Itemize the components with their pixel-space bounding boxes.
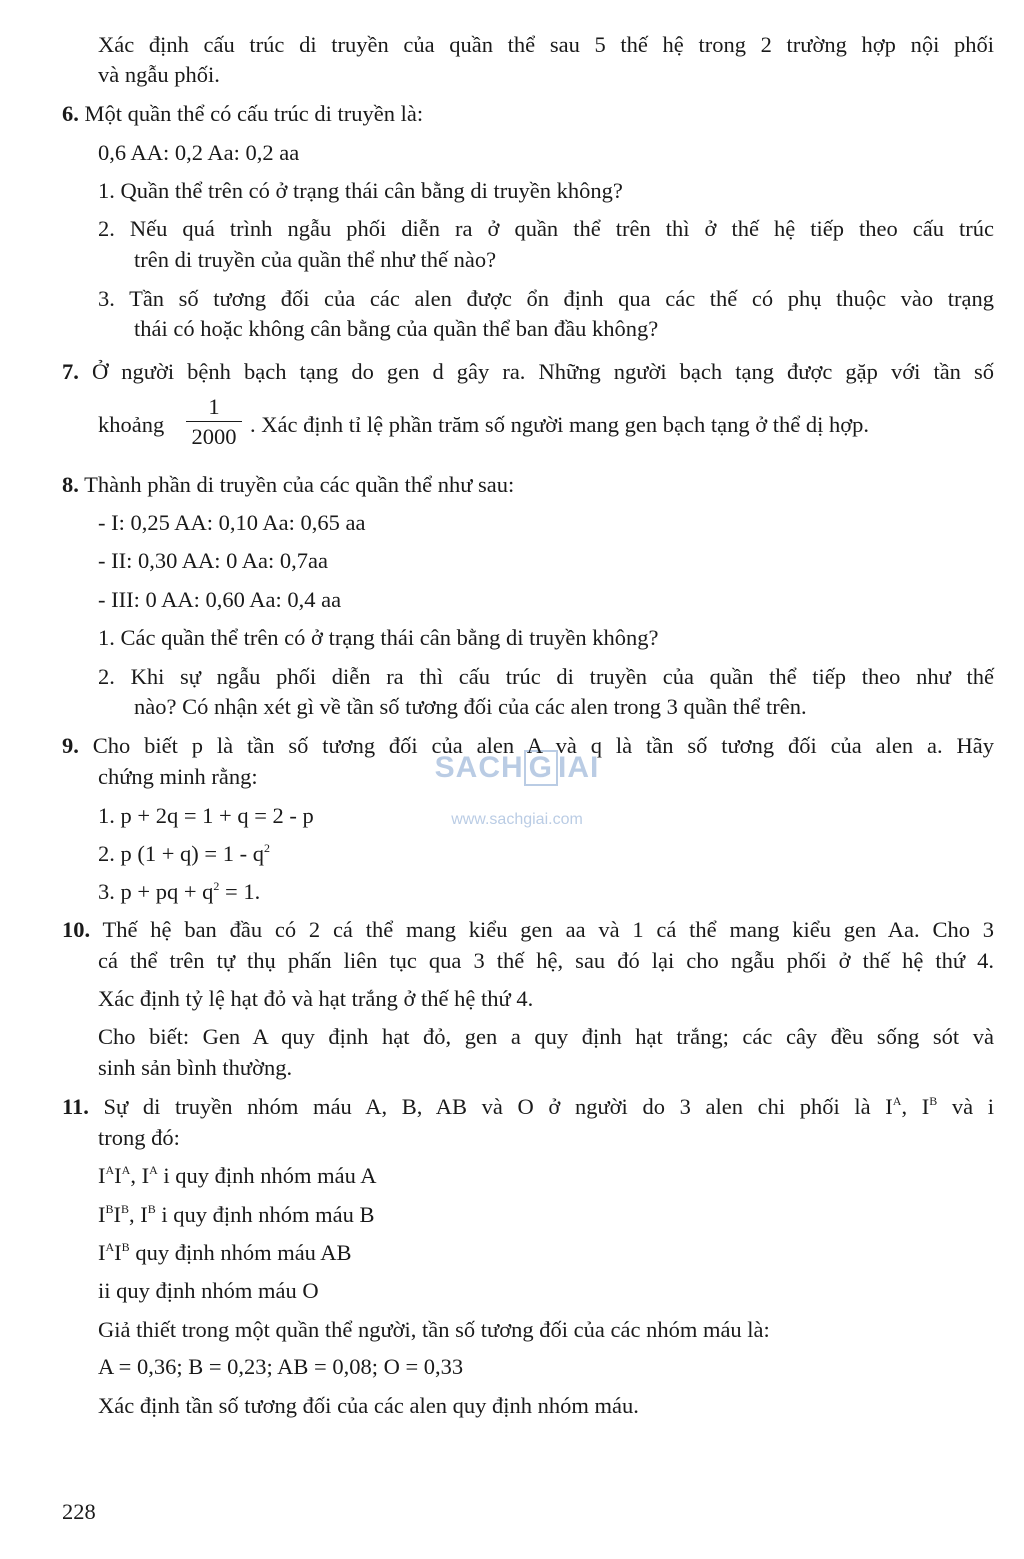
equation-text: = 1. (219, 879, 261, 904)
allele: I (98, 1202, 106, 1227)
q11-line-2: trong đó: (98, 1125, 180, 1150)
q11-genotype-o: ii quy định nhóm máu O (98, 1278, 319, 1303)
q8-population-1: - I: 0,25 AA: 0,10 Aa: 0,65 aa (98, 510, 366, 535)
superscript: A (892, 1094, 902, 1108)
question-7-title (62, 357, 994, 387)
allele: I (98, 1163, 106, 1188)
genotype-text: quy định nhóm máu AB (129, 1240, 352, 1265)
genotype-text: i quy định nhóm máu B (155, 1202, 375, 1227)
question-number: 10. (62, 917, 91, 942)
q9-equation-3 (98, 877, 260, 907)
superscript: B (929, 1094, 938, 1108)
logo-text: IAI (558, 751, 600, 784)
question-8-title (62, 470, 514, 500)
q11-task: Xác định tần số tương đối của các alen quy định nhóm máu. (98, 1393, 639, 1418)
q6-sub-2-line-2: trên di truyền của quần thể như thế nào? (134, 247, 497, 272)
q6-sub-1: 1. Quần thể trên có ở trạng thái cân bằng di truyền không? (98, 178, 623, 203)
question-number: 9. (62, 733, 79, 758)
q10-line-5: sinh sản bình thường. (98, 1055, 293, 1080)
intro-line-2: và ngẫu phối. (98, 62, 220, 87)
q11-genotype-b (98, 1200, 375, 1230)
question-number: 7. (62, 359, 79, 384)
logo-box: G (524, 750, 558, 786)
question-11-title (62, 1092, 994, 1122)
q9-equation-1: 1. p + 2q = 1 + q = 2 - p (98, 803, 314, 828)
superscript: A (105, 1240, 115, 1254)
q10-line-2: cá thể trên tự thụ phấn liên tục qua 3 thế hệ, sau đó lại cho ngẫu phối ở thế hệ thứ 4. (98, 948, 994, 973)
superscript: A (149, 1163, 158, 1177)
question-10-title (62, 915, 994, 945)
question-6-title (62, 99, 423, 129)
equation-text: 3. p + pq + q (98, 879, 214, 904)
logo-text: SACH (434, 751, 524, 784)
question-text: Thế hệ ban đầu có 2 cá thể mang kiểu gen aa và 1 cá thể mang kiểu gen Aa. Cho 3 (102, 917, 995, 942)
question-text: Sự di truyền nhóm máu A, B, AB và O ở người do 3 alen chi phối là I (103, 1094, 893, 1119)
q7-pre: khoảng (98, 412, 165, 437)
q7-post: . Xác định tỉ lệ phần trăm số người mang gen bạch tạng ở thể dị hợp. (250, 412, 870, 437)
superscript: B (121, 1240, 130, 1254)
watermark-url: www.sachgiai.com (451, 811, 583, 828)
superscript: B (147, 1202, 156, 1216)
q7-fraction (186, 394, 242, 450)
question-number: 6. (62, 101, 79, 126)
superscript: A (121, 1163, 131, 1177)
q9-line-2: chứng minh rằng: (98, 764, 258, 789)
superscript: 2 (213, 879, 220, 893)
separator: , I (130, 1163, 150, 1188)
q11-frequencies: A = 0,36; B = 0,23; AB = 0,08; O = 0,33 (98, 1354, 464, 1379)
q11-genotype-ab (98, 1238, 352, 1268)
allele: I (114, 1163, 122, 1188)
allele: I (114, 1240, 122, 1265)
genotype-text: i quy định nhóm máu A (157, 1163, 377, 1188)
superscript: B (121, 1202, 130, 1216)
superscript: B (105, 1202, 114, 1216)
q6-sub-3-line-2: thái có hoặc không cân bằng của quần thể ban đầu không? (134, 316, 659, 341)
question-text: Cho biết p là tần số tương đối của alen A và q là tần số tương đối của alen a. Hãy (92, 733, 994, 758)
question-9-title (62, 731, 994, 761)
question-text: và i (937, 1094, 994, 1119)
fraction-denominator: 2000 (191, 424, 237, 449)
allele: I (113, 1202, 122, 1227)
superscript: 2 (263, 841, 270, 855)
q8-population-3: - III: 0 AA: 0,60 Aa: 0,4 aa (98, 587, 342, 612)
q9-equation-2 (98, 839, 270, 869)
q10-line-4: Cho biết: Gen A quy định hạt đỏ, gen a quy định hạt trắng; các cây đều sống sót và (98, 1024, 994, 1049)
q6-structure: 0,6 AA: 0,2 Aa: 0,2 aa (98, 140, 300, 165)
q6-sub-3-line-1: 3. Tần số tương đối của các alen được ổn định qua các thế có phụ thuộc vào trạng (98, 286, 994, 311)
fraction-numerator: 1 (208, 394, 220, 419)
question-text: Ở người bệnh bạch tạng do gen d gây ra. Những người bạch tạng được gặp với tần số (91, 359, 995, 384)
page-number: 228 (62, 1499, 96, 1524)
allele: I (98, 1240, 106, 1265)
q8-population-2: - II: 0,30 AA: 0 Aa: 0,7aa (98, 548, 328, 573)
q6-sub-2-line-1: 2. Nếu quá trình ngẫu phối diễn ra ở quần thể trên thì ở thế hệ tiếp theo cấu trúc (98, 216, 994, 241)
question-text: Thành phần di truyền của các quần thể như sau: (84, 472, 515, 497)
separator: , I (129, 1202, 148, 1227)
question-text: , I (901, 1094, 930, 1119)
question-text: Một quần thể có cấu trúc di truyền là: (84, 101, 424, 126)
superscript: A (105, 1163, 115, 1177)
intro-line-1: Xác định cấu trúc di truyền của quần thể sau 5 thế hệ trong 2 trường hợp nội phối (98, 32, 994, 57)
q8-sub-2-line-1: 2. Khi sự ngẫu phối diễn ra thì cấu trúc di truyền của quần thể tiếp theo như thế (98, 664, 994, 689)
question-number: 11. (62, 1094, 89, 1119)
q11-genotype-a (98, 1161, 377, 1191)
question-number: 8. (62, 472, 79, 497)
fraction-bar (186, 421, 242, 422)
q11-assumption: Giả thiết trong một quần thể người, tần số tương đối của các nhóm máu là: (98, 1317, 770, 1342)
equation-text: 2. p (1 + q) = 1 - q (98, 841, 264, 866)
q10-line-3: Xác định tỷ lệ hạt đỏ và hạt trắng ở thế hệ thứ 4. (98, 986, 534, 1011)
q8-sub-1: 1. Các quần thể trên có ở trạng thái cân bằng di truyền không? (98, 625, 659, 650)
q8-sub-2-line-2: nào? Có nhận xét gì về tần số tương đối của các alen trong 3 quần thể trên. (134, 694, 807, 719)
